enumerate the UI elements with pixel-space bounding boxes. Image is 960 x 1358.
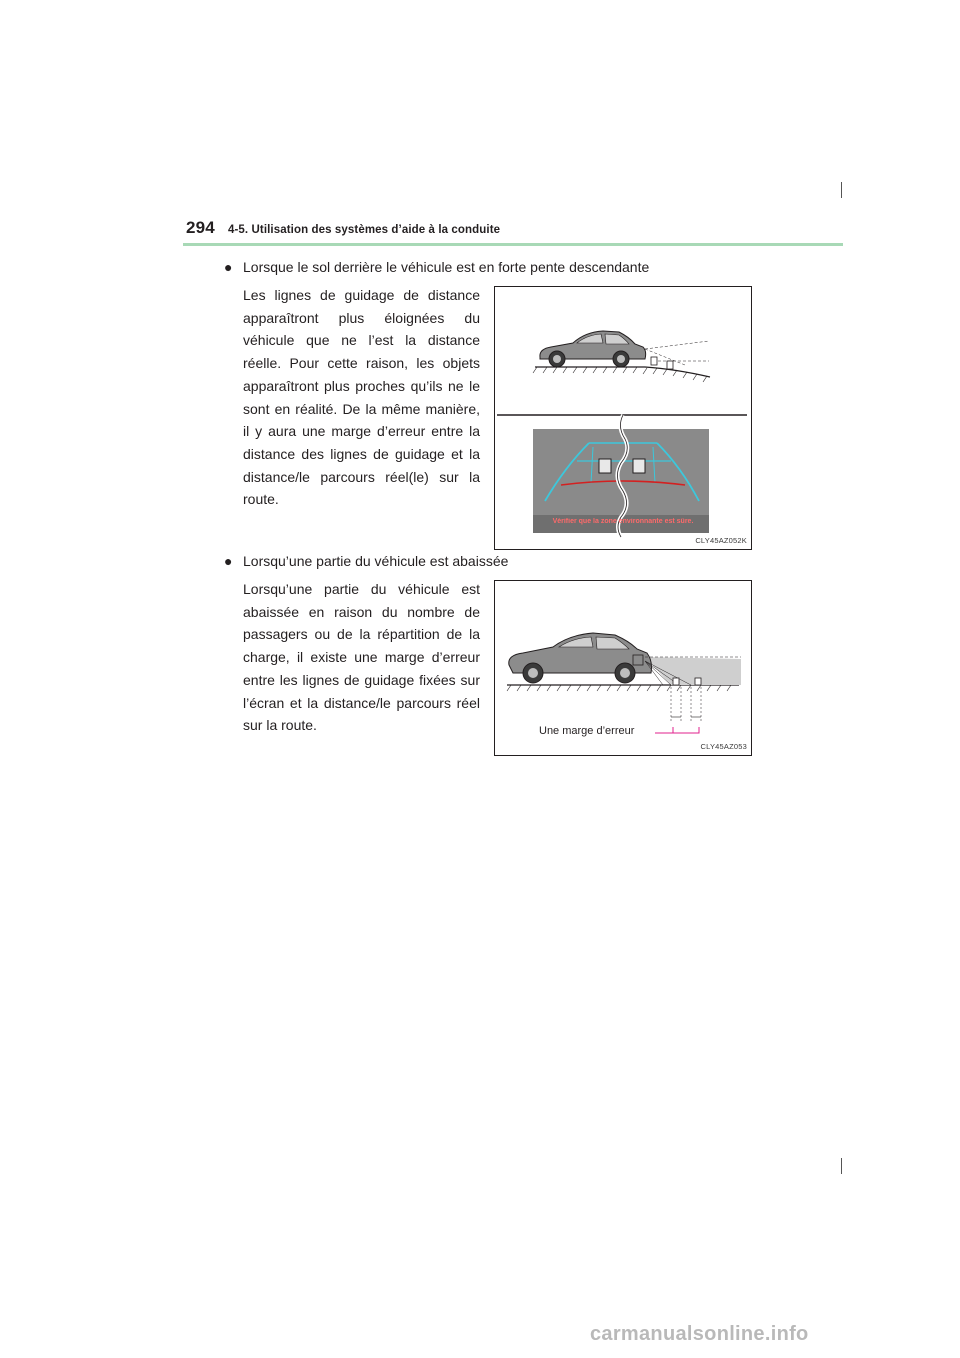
figure-lowered xyxy=(494,580,752,756)
margin-of-error-caption: Une marge d’erreur xyxy=(539,725,635,737)
figure-code: CLY45AZ052K xyxy=(695,536,747,545)
bullet-icon: ● xyxy=(224,553,233,569)
crop-mark-bottom-right xyxy=(841,1158,842,1174)
bullet-icon: ● xyxy=(224,259,233,275)
section-heading-slope: Lorsque le sol derrière le véhicule est en forte pente descendante xyxy=(243,259,650,275)
screen-message: Vérifier que la zone environnante est sûre. xyxy=(552,518,694,525)
section-heading-lowered: Lorsqu’une partie du véhicule est abaissée xyxy=(243,553,509,569)
slope-illustration xyxy=(495,287,751,549)
figure-code: CLY45AZ053 xyxy=(700,742,747,751)
section-body-slope: Les lignes de guidage de distance apparaîtront plus éloignées du véhicule que ne l’est la distance réelle. Pour cette raison, les objets apparaîtront plus proches qu’ils ne le sont en réalité. De la même manière, il y aura une marge d’erreur entre la distance des lignes de guidage et la distance/le parcours réel(le) sur la route. xyxy=(243,287,480,508)
section-body-lowered: Lorsqu’une partie du véhicule est abaissée en raison du nombre de passagers ou de la répartition de la charge, il existe une marge d’erreur entre les lignes de guidage fixées sur l’écran et la distance/le parcours réel sur la route. xyxy=(243,581,480,734)
section-title: 4-5. Utilisation des systèmes d’aide à la conduite xyxy=(228,224,501,236)
car-on-slope-drawing xyxy=(533,331,710,382)
crop-mark-top-right xyxy=(841,182,842,198)
watermark: carmanualsonline.info xyxy=(590,1323,809,1345)
figure-slope xyxy=(494,286,752,550)
header-rule xyxy=(183,243,843,246)
page-number: 294 xyxy=(186,218,215,237)
